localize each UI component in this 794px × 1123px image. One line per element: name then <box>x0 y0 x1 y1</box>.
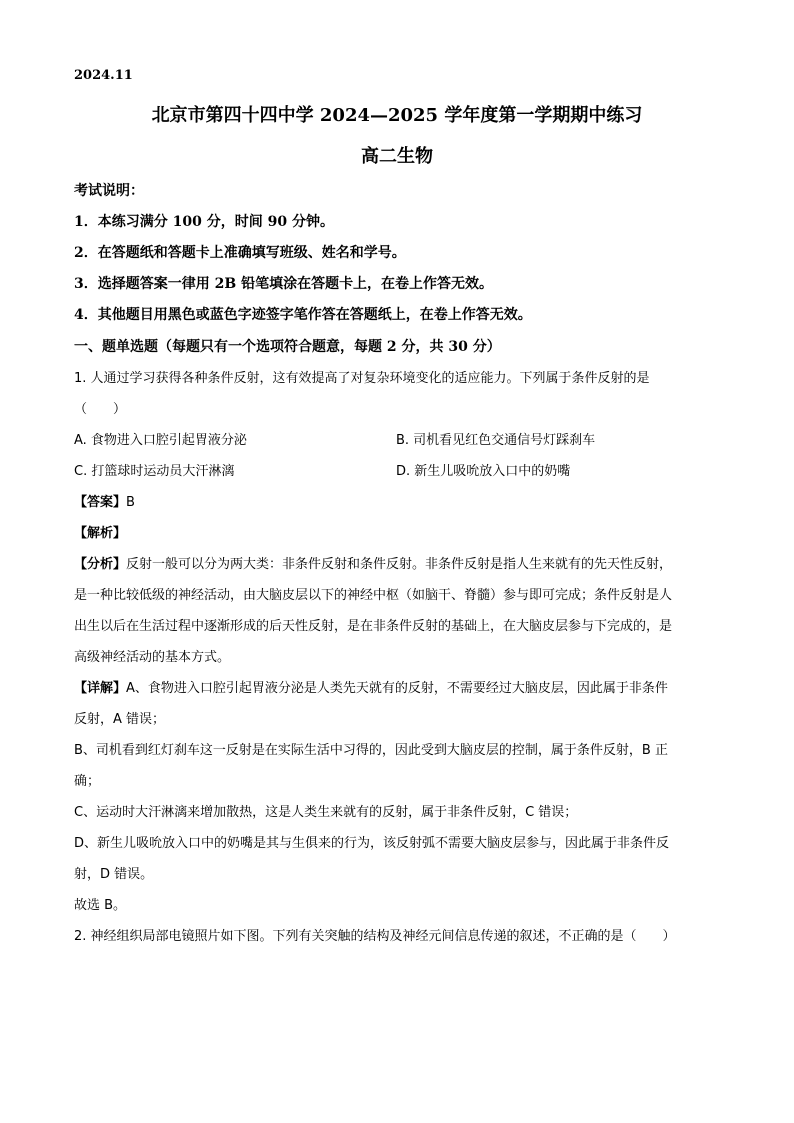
answer-value: B <box>126 495 135 510</box>
exam-title: 北京市第四十四中学 2024—2025 学年度第一学期期中练习 <box>151 105 643 126</box>
exam-subtitle: 高二生物 <box>361 146 433 167</box>
xiangjie-line-7: 射，D 错误。 <box>74 867 154 882</box>
question-1-stem: 1. 人通过学习获得各种条件反射，这有效提高了对复杂环境变化的适应能力。下列属于条件反射的是 <box>74 371 650 386</box>
conclusion-line: 故选 B。 <box>74 898 127 913</box>
question-1-answer <box>74 494 135 512</box>
section-heading: 一、题单选题（每题只有一个选项符合题意，每题 2 分，共 30 分） <box>74 339 501 355</box>
question-1-blank: （ ） <box>74 402 127 417</box>
instructions-heading: 考试说明： <box>74 183 144 199</box>
xiangjie-line-2: 反射，A 错误； <box>74 712 166 727</box>
xiangjie-line-5: C、运动时大汗淋漓来增加散热，这是人类生来就有的反射，属于非条件反射，C 错误； <box>74 805 578 820</box>
exam-date: 2024.11 <box>74 68 133 83</box>
fenxi-line-3: 出生以后在生活过程中逐渐形成的后天性反射，是在非条件反射的基础上，在大脑皮层参与下完成的，是 <box>74 619 673 634</box>
question-1-option-c: C. 打篮球时运动员大汗淋漓 <box>74 464 235 479</box>
question-1-option-d: D. 新生儿吸吮放入口中的奶嘴 <box>396 464 571 479</box>
question-2-stem: 2. 神经组织局部电镜照片如下图。下列有关突触的结构及神经元间信息传递的叙述，不正确的是（ ） <box>74 929 676 944</box>
fenxi-text-1: 反射一般可以分为两大类：非条件反射和条件反射。非条件反射是指人生来就有的先天性反射， <box>126 557 673 572</box>
instruction-item-1: 1．本练习满分 100 分，时间 90 分钟。 <box>74 214 334 230</box>
instruction-item-2: 2．在答题纸和答题卡上准确填写班级、姓名和学号。 <box>74 245 406 261</box>
xiangjie-tag: 【详解】 <box>74 681 127 696</box>
fenxi-line-1 <box>74 556 672 574</box>
xiangjie-line-3: B、司机看到红灯刹车这一反射是在实际生活中习得的，因此受到大脑皮层的控制，属于条件反射，B 正 <box>74 743 668 758</box>
instruction-item-4: 4．其他题目用黑色或蓝色字迹签字笔作答在答题纸上，在卷上作答无效。 <box>74 307 532 323</box>
question-1-option-b: B. 司机看见红色交通信号灯踩刹车 <box>396 433 596 448</box>
xiangjie-line-6: D、新生儿吸吮放入口中的奶嘴是其与生俱来的行为，该反射弧不需要大脑皮层参与，因此属于非条件反 <box>74 836 670 851</box>
fenxi-line-2: 是一种比较低级的神经活动，由大脑皮层以下的神经中枢（如脑干、脊髓）参与即可完成；条件反射是人 <box>74 588 673 603</box>
fenxi-tag: 【分析】 <box>74 557 127 572</box>
xiangjie-line-4: 确； <box>74 774 101 789</box>
analysis-tag: 【解析】 <box>74 526 127 541</box>
xiangjie-line-1 <box>74 680 668 698</box>
question-1-option-a: A. 食物进入口腔引起胃液分泌 <box>74 433 247 448</box>
fenxi-line-4: 高级神经活动的基本方式。 <box>74 650 231 665</box>
instruction-item-3: 3．选择题答案一律用 2B 铅笔填涂在答题卡上，在卷上作答无效。 <box>74 276 494 292</box>
xiangjie-text-1: A、食物进入口腔引起胃液分泌是人类先天就有的反射，不需要经过大脑皮层，因此属于非条件 <box>126 681 668 696</box>
answer-tag: 【答案】 <box>74 495 127 510</box>
